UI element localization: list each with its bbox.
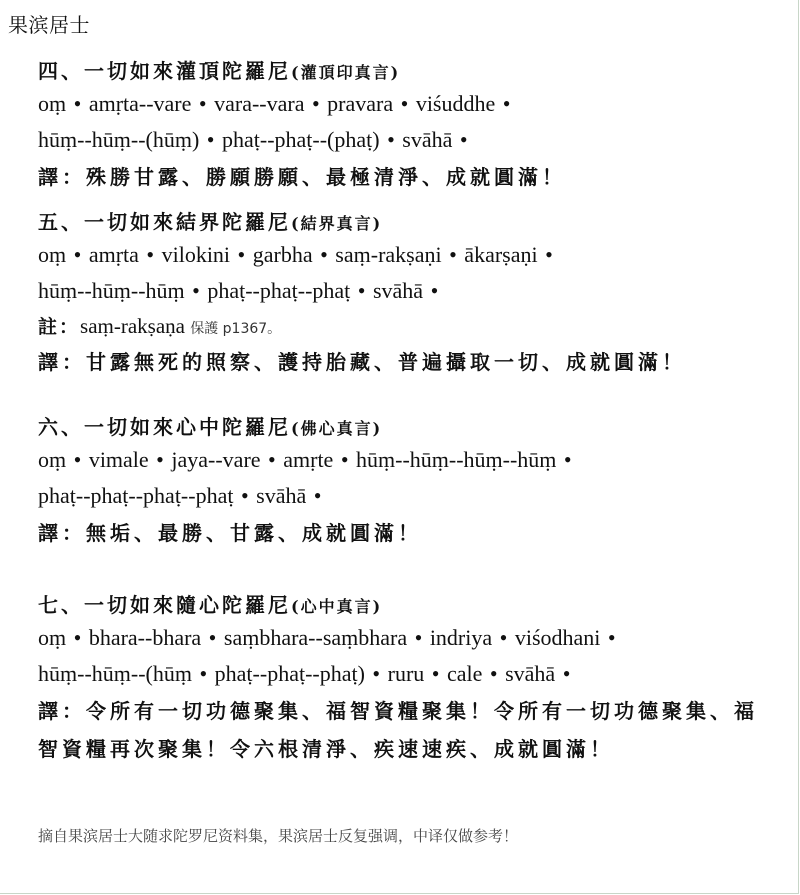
note bbox=[38, 309, 778, 343]
mantra-line: hūṃ--hūṃ--(hūṃ • phaṭ--phaṭ--phaṭ) • ruru • cale • svāhā • bbox=[38, 661, 571, 686]
translation-label: 譯： bbox=[38, 521, 86, 545]
translation bbox=[38, 343, 778, 381]
mantra-line: phaṭ--phaṭ--phaṭ--phaṭ • svāhā • bbox=[38, 483, 322, 508]
section-subtitle: (結界真言) bbox=[291, 214, 383, 233]
section-title: 六、一切如來心中陀羅尼 bbox=[38, 415, 291, 439]
translation-text: 無垢、最勝、甘露、成就圓滿！ bbox=[86, 521, 422, 545]
section-title: 七、一切如來隨心陀羅尼 bbox=[38, 593, 291, 617]
section-heading bbox=[38, 56, 778, 86]
mantra-line: hūṃ--hūṃ--hūṃ • phaṭ--phaṭ--phaṭ • svāhā • bbox=[38, 278, 439, 303]
translation-text: 令所有一切功德聚集、福智資糧聚集！令所有一切功德聚集、福智資糧再次聚集！令六根清淨、疾速速疾、成就圓滿！ bbox=[38, 699, 758, 761]
mantra-line: oṃ • bhara--bhara • saṃbhara--saṃbhara • indriya • viśodhani • bbox=[38, 625, 616, 650]
note-term: saṃ-rakṣaṇa bbox=[80, 314, 185, 338]
section-subtitle: (灌頂印真言) bbox=[291, 63, 401, 82]
author-name: 果滨居士 bbox=[8, 13, 90, 37]
section-heading bbox=[38, 590, 778, 620]
section-title: 五、一切如來結界陀羅尼 bbox=[38, 210, 291, 234]
translation-text: 殊勝甘露、勝願勝願、最極清淨、成就圓滿！ bbox=[86, 165, 566, 189]
source-footer: 摘自果滨居士大随求陀罗尼资料集，果滨居士反复强调，中译仅做参考！ bbox=[38, 827, 519, 845]
section-subtitle: (心中真言) bbox=[291, 597, 383, 616]
translation bbox=[38, 158, 778, 196]
mantra-line: oṃ • amṛta--vare • vara--vara • pravara • viśuddhe • bbox=[38, 91, 511, 116]
section-heading bbox=[38, 207, 778, 237]
section-heading bbox=[38, 412, 778, 442]
translation-text: 甘露無死的照察、護持胎藏、普遍攝取一切、成就圓滿！ bbox=[86, 350, 686, 374]
translation bbox=[38, 514, 778, 552]
dharani-section-5 bbox=[38, 207, 778, 381]
note-label: 註： bbox=[38, 316, 81, 338]
section-subtitle: (佛心真言) bbox=[291, 419, 383, 438]
dharani-section-6 bbox=[38, 412, 778, 552]
translation-label: 譯： bbox=[38, 350, 86, 374]
translation bbox=[38, 692, 778, 768]
dharani-section-7 bbox=[38, 590, 778, 768]
mantra-line: oṃ • vimale • jaya--vare • amṛte • hūṃ--hūṃ--hūṃ--hūṃ • bbox=[38, 447, 572, 472]
section-title: 四、一切如來灌頂陀羅尼 bbox=[38, 59, 291, 83]
note-gloss: 保護 p1367。 bbox=[190, 321, 282, 337]
mantra-line: oṃ • amṛta • vilokini • garbha • saṃ-rakṣaṇi • ākarṣaṇi • bbox=[38, 242, 553, 267]
translation-label: 譯： bbox=[38, 699, 86, 723]
translation-label: 譯： bbox=[38, 165, 86, 189]
mantra-line: hūṃ--hūṃ--(hūṃ) • phaṭ--phaṭ--(phaṭ) • svāhā • bbox=[38, 127, 468, 152]
dharani-section-4 bbox=[38, 56, 778, 196]
